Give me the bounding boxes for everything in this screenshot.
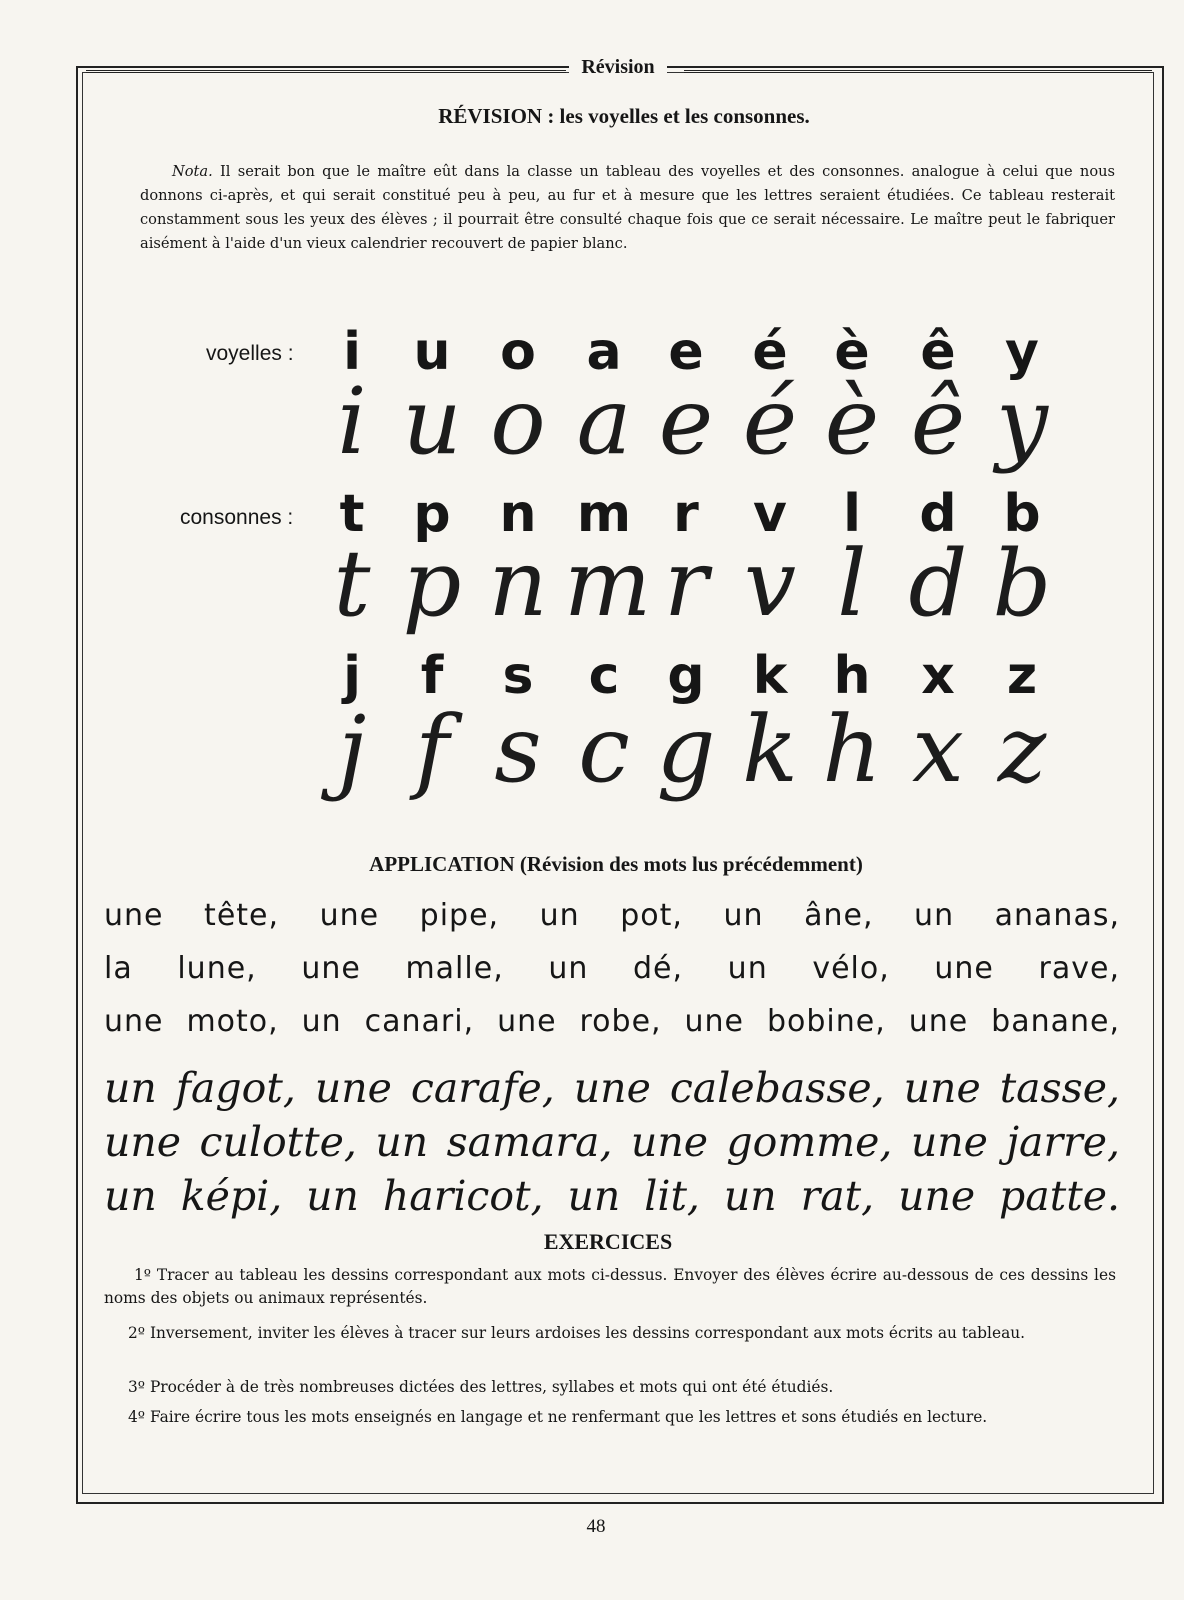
exercices-title: EXERCICES — [543, 1229, 673, 1254]
consonant-print-letter-1: t — [339, 484, 365, 544]
vowel-script-letter-8: ê — [910, 368, 966, 475]
vowel-print-letter-1: i — [343, 322, 361, 382]
vowel-script-letter-7: è — [824, 368, 880, 475]
consonant-print-letter-4: m — [576, 484, 632, 544]
consonant-print-letter-8: d — [919, 484, 957, 544]
consonant-script-letter-6: v — [744, 530, 796, 637]
consonants-label: consonnes : — [180, 506, 294, 529]
vowel-script-letter-2: u — [402, 368, 462, 475]
exercise-num: 2º — [128, 1324, 146, 1342]
consonant-script-letter-7: l — [837, 530, 867, 637]
print-line-2: la lune, une malle, un dé, un vélo, une rave, — [104, 951, 1120, 986]
exercise-item-2 — [128, 1322, 1144, 1345]
consonant-script-letter-8: d — [908, 530, 968, 637]
consonant-print-letter-9: b — [1003, 484, 1041, 544]
running-header — [0, 56, 1184, 79]
consonant-script-letter-1: t — [333, 530, 371, 637]
consonant-print-letter-6: v — [753, 484, 787, 544]
vowel-script-letter-3: o — [490, 368, 546, 475]
consonant-print-letter-row2-9: z — [1006, 646, 1038, 706]
application-title: APPLICATION (Révision des mots lus précédemment) — [369, 852, 863, 876]
exercise-num: 3º — [128, 1378, 146, 1396]
exercise-item-1 — [104, 1264, 1116, 1310]
consonant-script-letter-row2-7: h — [822, 696, 882, 803]
consonant-print-letter-row2-1: j — [343, 646, 361, 706]
main-title: RÉVISION : les voyelles et les consonnes. — [438, 104, 810, 128]
consonant-print-letter-2: p — [413, 484, 451, 544]
vowel-print-letter-7: è — [834, 322, 870, 382]
consonant-script-letter-row2-1: j — [337, 696, 367, 803]
consonant-script-letter-2: p — [402, 530, 462, 637]
consonant-script-letter-4: m — [564, 530, 652, 637]
exercise-text: Procéder à de très nombreuses dictées des lettres, syllabes et mots qui ont été étudiés. — [149, 1378, 834, 1396]
consonant-print-letter-5: r — [673, 484, 699, 544]
consonant-print-letter-row2-6: k — [752, 646, 788, 706]
vowel-script-letter-5: e — [658, 368, 714, 475]
vowel-print-letter-3: o — [500, 322, 536, 382]
header-rule-right — [684, 70, 1152, 73]
consonant-script-letter-row2-6: k — [742, 696, 798, 803]
vowel-script-letter-1: i — [337, 368, 367, 475]
cursive-line-3: un képi, un haricot, un lit, un rat, une patte. — [104, 1172, 1120, 1220]
exercise-num: 4º — [128, 1408, 146, 1426]
header-rule-left — [86, 70, 566, 73]
vowel-print-letter-2: u — [413, 322, 451, 382]
exercise-item-3 — [128, 1376, 1144, 1399]
nota-text: Il serait bon que le maître eût dans la classe un tableau des voyelles et des consonnes. analogue à celui que nous donnons ci-après, et qui serait constitué peu à peu, au fur et à mesure que les lettres seraient étudiées. Ce tableau resterait constamment sous les yeux des élèves ; il pourrait être consulté chaque fois que ce serait nécessaire. Le maître peut le fabriquer aisément à l'aide d'un vieux calendrier recouvert de papier blanc. — [140, 163, 1116, 252]
vowel-print-letter-8: ê — [920, 322, 956, 382]
consonant-print-letter-row2-5: g — [667, 646, 705, 706]
page-number: 48 — [586, 1516, 606, 1537]
vowel-print-letter-5: e — [668, 322, 704, 382]
consonant-print-letter-row2-2: f — [420, 646, 444, 706]
consonant-script-letter-row2-9: z — [997, 696, 1047, 803]
exercise-text: Inversement, inviter les élèves à tracer sur leurs ardoises les dessins correspondant aux mots écrits au tableau. — [149, 1324, 1026, 1342]
vowel-print-letter-9: y — [1005, 322, 1039, 382]
consonant-print-letter-row2-7: h — [833, 646, 871, 706]
print-line-1: une tête, une pipe, un pot, un âne, un ananas, — [104, 898, 1120, 933]
consonant-script-letter-5: r — [664, 530, 708, 637]
cursive-line-2: une culotte, un samara, une gomme, une jarre, — [104, 1118, 1120, 1166]
consonant-script-letter-9: b — [992, 530, 1052, 637]
exercise-text: Faire écrire tous les mots enseignés en langage et ne renfermant que les lettres et sons étudiés en lecture. — [149, 1408, 988, 1426]
print-line-3: une moto, un canari, une robe, une bobine, une banane, — [104, 1004, 1120, 1039]
consonant-print-letter-row2-8: x — [921, 646, 955, 706]
vowel-script-letter-9: y — [996, 368, 1048, 475]
consonant-script-letter-row2-4: c — [578, 696, 630, 803]
exercise-num: 1º — [134, 1266, 152, 1284]
exercise-text: Tracer au tableau les dessins correspondant aux mots ci-dessus. Envoyer des élèves écrire au-dessous de ces dessins les noms des objets ou animaux représentés. — [104, 1266, 1116, 1307]
consonant-script-letter-row2-5: g — [656, 696, 716, 803]
consonant-script-letter-3: n — [488, 530, 548, 637]
vowels-label: voyelles : — [206, 342, 294, 365]
vowel-print-letter-6: é — [752, 322, 788, 382]
consonant-print-letter-3: n — [499, 484, 537, 544]
vowel-script-letter-4: a — [576, 368, 632, 475]
consonant-script-letter-row2-2: f — [414, 696, 450, 803]
consonant-print-letter-row2-4: c — [588, 646, 620, 706]
cursive-line-1: un fagot, une carafe, une calebasse, une tasse, — [104, 1064, 1120, 1112]
vowel-print-letter-4: a — [586, 322, 622, 382]
exercise-item-4 — [128, 1406, 1144, 1429]
consonant-print-letter-7: l — [843, 484, 861, 544]
nota-label: Nota. — [172, 163, 213, 180]
vowel-script-letter-6: é — [742, 368, 798, 475]
consonant-script-letter-row2-8: x — [912, 696, 964, 803]
running-header-text: Révision — [569, 56, 666, 78]
nota-paragraph — [140, 160, 1115, 256]
consonant-script-letter-row2-3: s — [494, 696, 542, 803]
consonant-print-letter-row2-3: s — [502, 646, 534, 706]
